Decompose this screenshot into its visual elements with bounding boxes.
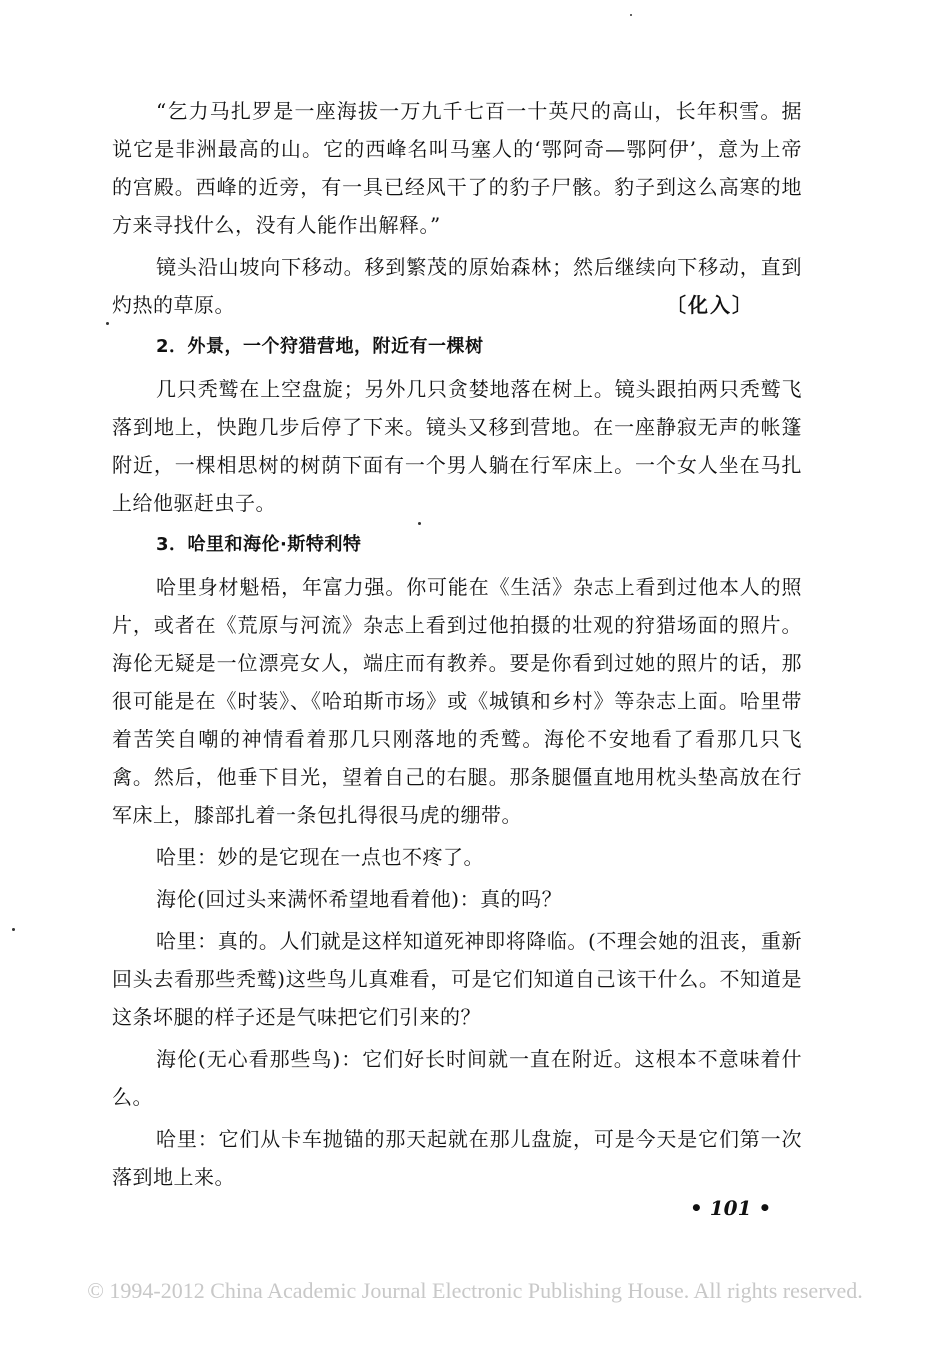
dialogue-line: 哈里：真的。人们就是这样知道死神即将降临。(不理会她的沮丧，重新回头去看那些秃鹫)这些鸟儿真难看，可是它们知道自己该干什么。不知道是这条坏腿的样子还是气味把它们引来的？: [112, 929, 802, 1029]
camera-paragraph: [112, 248, 802, 324]
scene-heading-3: 3．哈里和海伦·斯特利特: [156, 534, 362, 555]
quote-paragraph: “乞力马扎罗是一座海拔一万九千七百一十英尺的高山，长年积雪。据说它是非洲最高的山。它的西峰名叫马塞人的‘鄂阿奇—鄂阿伊’，意为上帝的宫殿。西峰的近旁，有一具已经风干了的豹子尸骸。豹子到这么高寒的地方来寻找什么，没有人能作出解释。”: [112, 99, 802, 237]
dialogue-line: 海伦(无心看那些鸟)：它们好长时间就一直在附近。这根本不意味着什么。: [112, 1047, 802, 1109]
dialogue-line: 哈里：它们从卡车抛锚的那天起就在那儿盘旋，可是今天是它们第一次落到地上来。: [112, 1127, 802, 1189]
dialogue-line: 哈里：妙的是它现在一点也不疼了。: [156, 845, 484, 869]
scan-speck: [418, 522, 421, 525]
scan-speck: [12, 928, 15, 931]
scan-speck: [106, 322, 109, 325]
dissolve-marker: 〔化入〕: [666, 293, 754, 317]
vultures-paragraph: 几只秃鹫在上空盘旋；另外几只贪婪地落在树上。镜头跟拍两只秃鹫飞落到地上，快跑几步后停了下来。镜头又移到营地。在一座静寂无声的帐篷附近，一棵相思树的树荫下面有一个男人躺在行军床上。一个女人坐在马扎上给他驱赶虫子。: [112, 377, 802, 515]
scene-heading-2: 2．外景，一个狩猎营地，附近有一棵树: [156, 336, 484, 357]
copyright-watermark: © 1994-2012 China Academic Journal Electronic Publishing House. All rights reserved.: [87, 1278, 863, 1303]
characters-paragraph: 哈里身材魁梧，年富力强。你可能在《生活》杂志上看到过他本人的照片，或者在《荒原与河流》杂志上看到过他拍摄的壮观的狩猎场面的照片。海伦无疑是一位漂亮女人，端庄而有教养。要是你看到过她的照片的话，那很可能是在《时装》、《哈珀斯市场》或《城镇和乡村》等杂志上面。哈里带着苦笑自嘲的神情看着那几只刚落地的秃鹫。海伦不安地看了看那几只飞禽。然后，他垂下目光，望着自己的右腿。那条腿僵直地用枕头垫高放在行军床上，膝部扎着一条包扎得很马虎的绷带。: [112, 575, 802, 827]
dialogue-line: 海伦(回过头来满怀希望地看着他)：真的吗？: [156, 887, 563, 911]
camera-text: 镜头沿山坡向下移动。移到繁茂的原始森林；然后继续向下移动，直到灼热的草原。: [112, 255, 802, 317]
body-text: [112, 92, 802, 1196]
scan-speck: [630, 14, 632, 16]
page-number: • 101 •: [690, 1196, 772, 1220]
